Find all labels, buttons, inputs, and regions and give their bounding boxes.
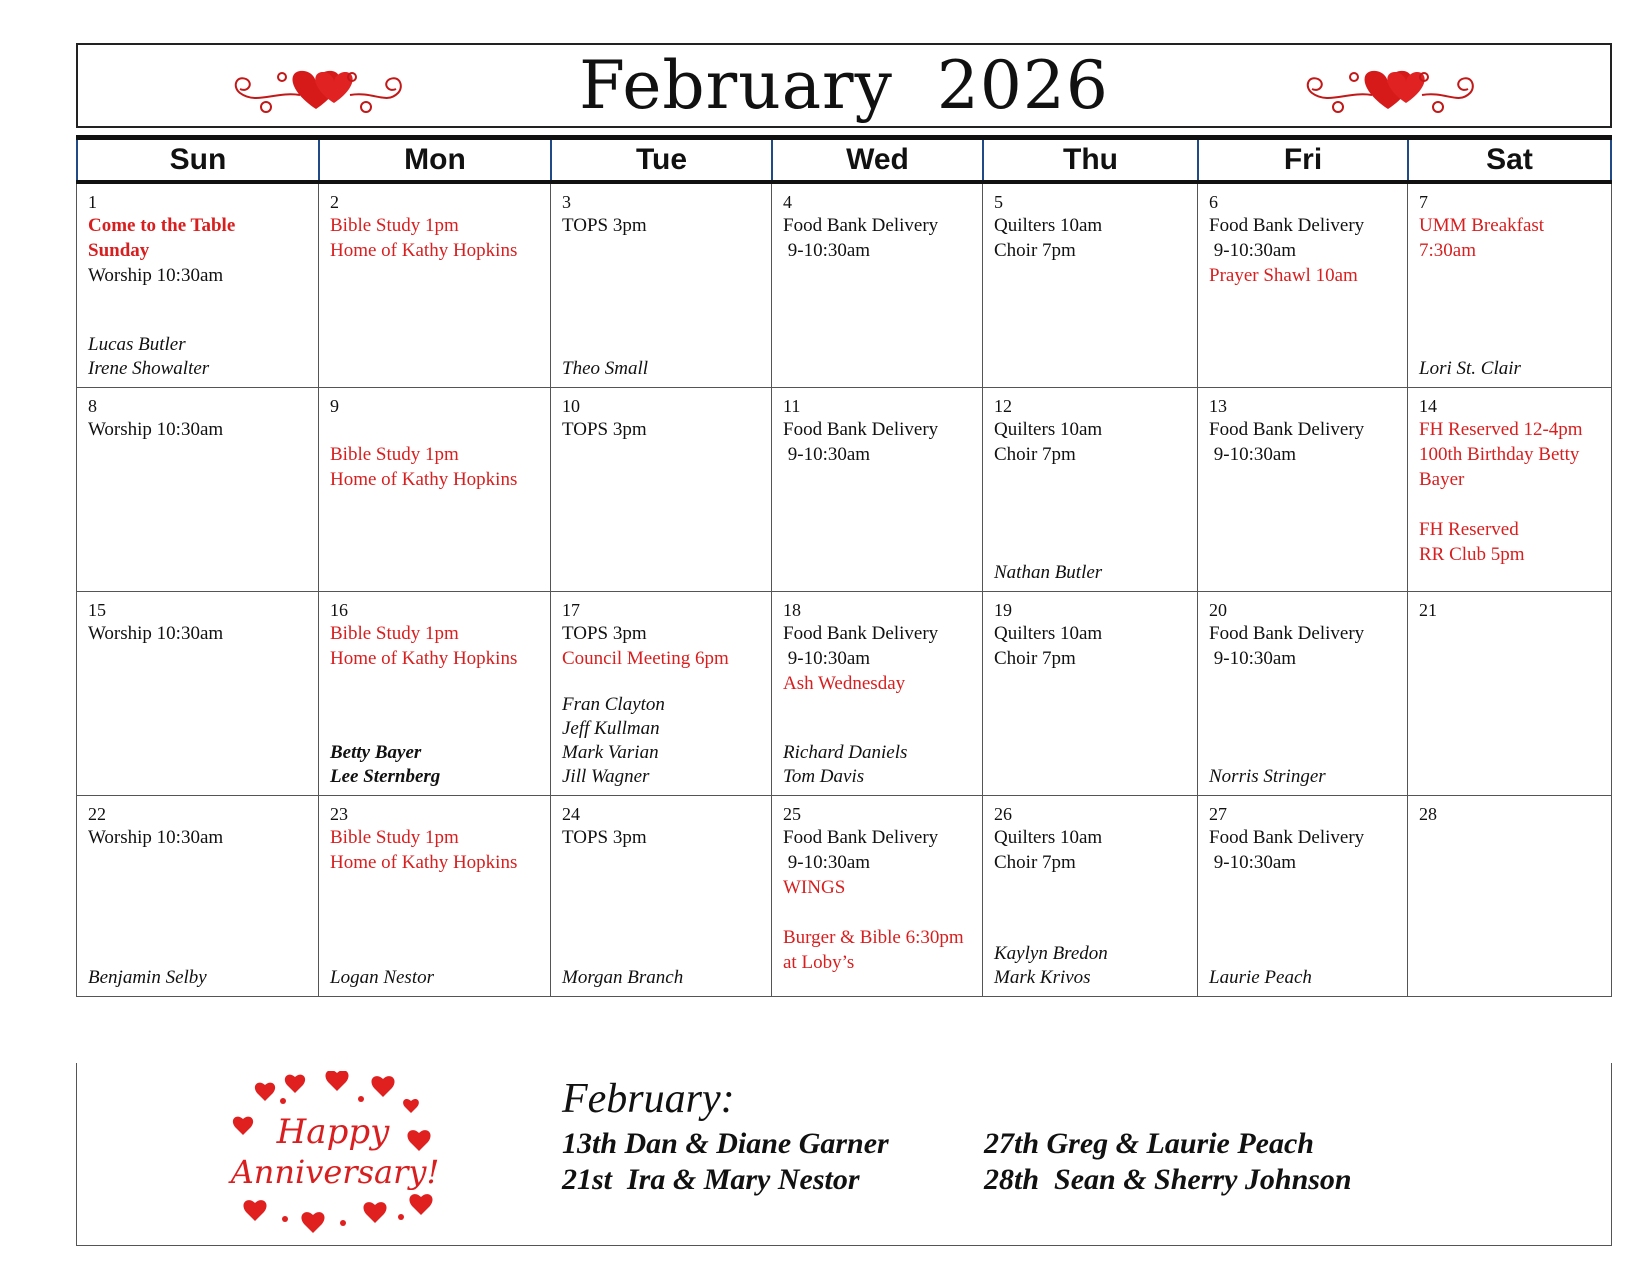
birthday-name: Betty Bayer — [330, 742, 422, 763]
anniversary-title: February: — [562, 1076, 735, 1122]
calendar-day-cell[interactable] — [1197, 796, 1407, 996]
birthday-name: Tom Davis — [783, 766, 865, 787]
calendar-event: Food Bank Delivery — [1209, 827, 1365, 848]
day-number: 6 — [1209, 192, 1218, 212]
day-number: 17 — [562, 600, 580, 620]
calendar-event: 9-10:30am — [783, 240, 871, 261]
birthday-list — [783, 741, 907, 789]
birthday-list — [88, 333, 209, 381]
day-number: 15 — [88, 600, 106, 620]
calendar-event: 9-10:30am — [783, 444, 871, 465]
calendar-day-cell[interactable] — [982, 184, 1197, 387]
day-number: 25 — [783, 804, 801, 824]
birthday-list — [994, 561, 1102, 585]
calendar-day-cell[interactable] — [982, 388, 1197, 591]
calendar-event: Quilters 10am — [994, 827, 1103, 848]
calendar-event: Quilters 10am — [994, 623, 1103, 644]
birthday-name: Theo Small — [562, 358, 649, 379]
birthday-list — [1209, 966, 1312, 990]
calendar-event: Home of Kathy Hopkins — [330, 852, 518, 873]
calendar-event: Food Bank Delivery — [783, 623, 939, 644]
calendar-page — [76, 43, 1612, 1196]
calendar-event: Food Bank Delivery — [783, 419, 939, 440]
day-number: 28 — [1419, 804, 1437, 824]
calendar-day-cell[interactable] — [76, 388, 318, 591]
calendar-event: FH Reserved 12-4pm — [1419, 419, 1583, 440]
day-number: 5 — [994, 192, 1003, 212]
calendar-event: Ash Wednesday — [783, 673, 906, 694]
event-spacer — [330, 417, 540, 442]
day-number: 11 — [783, 396, 801, 416]
calendar-day-cell[interactable] — [76, 592, 318, 795]
calendar-event: Prayer Shawl 10am — [1209, 265, 1358, 286]
day-number: 21 — [1419, 600, 1437, 620]
calendar-event: Choir 7pm — [994, 648, 1076, 669]
weekday-header-row — [76, 140, 1612, 184]
day-number: 4 — [783, 192, 792, 212]
calendar-event: 7:30am — [1419, 240, 1476, 261]
calendar-event: Choir 7pm — [994, 444, 1076, 465]
calendar-event: 9-10:30am — [1209, 852, 1297, 873]
calendar-event: 9-10:30am — [1209, 240, 1297, 261]
calendar-event: Bible Study 1pm — [330, 215, 459, 236]
birthday-name: Kaylyn Bredon — [994, 943, 1108, 964]
calendar-event: Food Bank Delivery — [783, 827, 939, 848]
calendar-event: Quilters 10am — [994, 215, 1103, 236]
calendar-event: 9-10:30am — [1209, 444, 1297, 465]
calendar-day-cell[interactable] — [550, 592, 771, 795]
calendar-event: UMM Breakfast — [1419, 215, 1545, 236]
calendar-event: Choir 7pm — [994, 240, 1076, 261]
calendar-day-cell[interactable] — [76, 184, 318, 387]
calendar-event: Quilters 10am — [994, 419, 1103, 440]
calendar-event: Food Bank Delivery — [783, 215, 939, 236]
birthday-name: Mark Krivos — [994, 967, 1091, 988]
day-number: 8 — [88, 396, 97, 416]
birthday-list — [562, 966, 683, 990]
calendar-event: Food Bank Delivery — [1209, 419, 1365, 440]
weekday-header: Sun — [76, 140, 318, 180]
day-number: 27 — [1209, 804, 1227, 824]
calendar-day-cell[interactable] — [771, 388, 982, 591]
birthday-list — [1419, 357, 1521, 381]
calendar-week-row — [76, 184, 1612, 388]
calendar-event: Worship 10:30am — [88, 827, 224, 848]
birthday-name: Jeff Kullman — [562, 718, 660, 739]
day-number: 2 — [330, 192, 339, 212]
birthday-name: Fran Clayton — [562, 694, 665, 715]
weekday-header: Wed — [771, 140, 982, 180]
birthday-name: Benjamin Selby — [88, 967, 207, 988]
day-number: 24 — [562, 804, 580, 824]
calendar-day-cell[interactable] — [771, 796, 982, 996]
calendar-event: 9-10:30am — [1209, 648, 1297, 669]
birthday-name: Norris Stringer — [1209, 766, 1326, 787]
day-number: 10 — [562, 396, 580, 416]
calendar-event: 9-10:30am — [783, 648, 871, 669]
calendar-day-cell[interactable] — [318, 796, 550, 996]
calendar-day-cell[interactable] — [1407, 388, 1612, 591]
calendar-grid — [76, 135, 1612, 997]
calendar-event: Bayer — [1419, 469, 1465, 490]
anniversary-section — [76, 1063, 1612, 1246]
anniversary-art-text: Anniversary! — [230, 1153, 440, 1191]
calendar-event: Bible Study 1pm — [330, 827, 459, 848]
calendar-event: Worship 10:30am — [88, 265, 224, 286]
birthday-list — [562, 693, 665, 789]
day-number: 1 — [88, 192, 97, 212]
calendar-event: 100th Birthday Betty — [1419, 444, 1580, 465]
birthday-list — [562, 357, 648, 381]
birthday-list — [994, 942, 1108, 990]
day-number: 23 — [330, 804, 348, 824]
calendar-day-cell[interactable] — [1407, 592, 1612, 795]
day-number: 13 — [1209, 396, 1227, 416]
birthday-name: Mark Varian — [562, 742, 659, 763]
day-number: 12 — [994, 396, 1012, 416]
calendar-event: Choir 7pm — [994, 852, 1076, 873]
calendar-event: WINGS — [783, 877, 846, 898]
birthday-name: Nathan Butler — [994, 562, 1103, 583]
weekday-header: Fri — [1197, 140, 1407, 180]
calendar-event: Bible Study 1pm — [330, 444, 459, 465]
weekday-header: Mon — [318, 140, 550, 180]
calendar-event: Bible Study 1pm — [330, 623, 459, 644]
birthday-name: Laurie Peach — [1209, 967, 1312, 988]
calendar-day-cell[interactable] — [982, 796, 1197, 996]
calendar-day-cell[interactable] — [318, 592, 550, 795]
calendar-day-cell[interactable] — [318, 184, 550, 387]
birthday-name: Jill Wagner — [562, 766, 650, 787]
page-title: February 2026 — [579, 47, 1109, 124]
calendar-day-cell[interactable] — [550, 796, 771, 996]
calendar-weeks — [76, 184, 1612, 997]
calendar-day-cell[interactable] — [76, 796, 318, 996]
calendar-event: TOPS 3pm — [562, 215, 647, 236]
calendar-event: Council Meeting 6pm — [562, 648, 729, 669]
weekday-header: Thu — [982, 140, 1197, 180]
calendar-event: Food Bank Delivery — [1209, 215, 1365, 236]
calendar-event: Sunday — [88, 240, 150, 261]
calendar-day-cell[interactable] — [771, 184, 982, 387]
birthday-name: Irene Showalter — [88, 358, 210, 379]
calendar-day-cell[interactable] — [550, 388, 771, 591]
calendar-event: FH Reserved — [1419, 519, 1519, 540]
calendar-day-cell[interactable] — [982, 592, 1197, 795]
day-number: 3 — [562, 192, 571, 212]
calendar-event: Food Bank Delivery — [1209, 623, 1365, 644]
weekday-header: Sat — [1407, 140, 1612, 180]
calendar-day-cell[interactable] — [1197, 592, 1407, 795]
event-spacer — [1419, 492, 1601, 517]
calendar-week-row — [76, 592, 1612, 796]
birthday-name: Lee Sternberg — [330, 766, 441, 787]
calendar-day-cell[interactable] — [1407, 184, 1612, 387]
calendar-event: Home of Kathy Hopkins — [330, 240, 518, 261]
calendar-day-cell[interactable] — [1197, 388, 1407, 591]
birthday-name: Morgan Branch — [562, 967, 684, 988]
birthday-name: Lucas Butler — [88, 334, 186, 355]
anniversary-art-text: Happy — [276, 1112, 390, 1152]
hearts-ornament-icon — [1298, 59, 1478, 121]
calendar-event: Home of Kathy Hopkins — [330, 469, 518, 490]
calendar-event: Come to the Table — [88, 215, 236, 236]
calendar-day-cell[interactable] — [771, 592, 982, 795]
calendar-event: Burger & Bible 6:30pm — [783, 927, 964, 948]
birthday-name: Logan Nestor — [330, 967, 434, 988]
day-number: 19 — [994, 600, 1012, 620]
calendar-week-row — [76, 796, 1612, 997]
day-number: 16 — [330, 600, 348, 620]
day-number: 26 — [994, 804, 1012, 824]
event-spacer — [783, 900, 972, 925]
birthday-list — [330, 741, 440, 789]
anniversary-item: 13th Dan & Diane Garner — [562, 1127, 889, 1160]
calendar-week-row — [76, 388, 1612, 592]
day-number: 22 — [88, 804, 106, 824]
calendar-event: Home of Kathy Hopkins — [330, 648, 518, 669]
weekday-header: Tue — [550, 140, 771, 180]
calendar-event: Worship 10:30am — [88, 623, 224, 644]
birthday-name: Richard Daniels — [783, 742, 908, 763]
calendar-event: RR Club 5pm — [1419, 544, 1525, 565]
calendar-day-cell[interactable] — [1407, 796, 1612, 996]
calendar-event: 9-10:30am — [783, 852, 871, 873]
calendar-day-cell[interactable] — [1197, 184, 1407, 387]
calendar-event: Worship 10:30am — [88, 419, 224, 440]
calendar-event: TOPS 3pm — [562, 827, 647, 848]
day-number: 9 — [330, 396, 339, 416]
calendar-day-cell[interactable] — [318, 388, 550, 591]
birthday-list — [330, 966, 434, 990]
calendar-event: TOPS 3pm — [562, 623, 647, 644]
day-number: 14 — [1419, 396, 1437, 416]
calendar-event: at Loby’s — [783, 952, 855, 973]
day-number: 20 — [1209, 600, 1227, 620]
anniversary-item: 28th Sean & Sherry Johnson — [984, 1163, 1352, 1196]
birthday-name: Lori St. Clair — [1419, 358, 1521, 379]
happy-anniversary-hearts-icon — [225, 1071, 449, 1239]
calendar-header — [76, 43, 1612, 128]
calendar-event: TOPS 3pm — [562, 419, 647, 440]
calendar-day-cell[interactable] — [550, 184, 771, 387]
anniversary-item: 27th Greg & Laurie Peach — [984, 1127, 1314, 1160]
day-number: 18 — [783, 600, 801, 620]
birthday-list — [88, 966, 207, 990]
birthday-list — [1209, 765, 1326, 789]
day-number: 7 — [1419, 192, 1428, 212]
anniversary-item: 21st Ira & Mary Nestor — [562, 1163, 860, 1196]
